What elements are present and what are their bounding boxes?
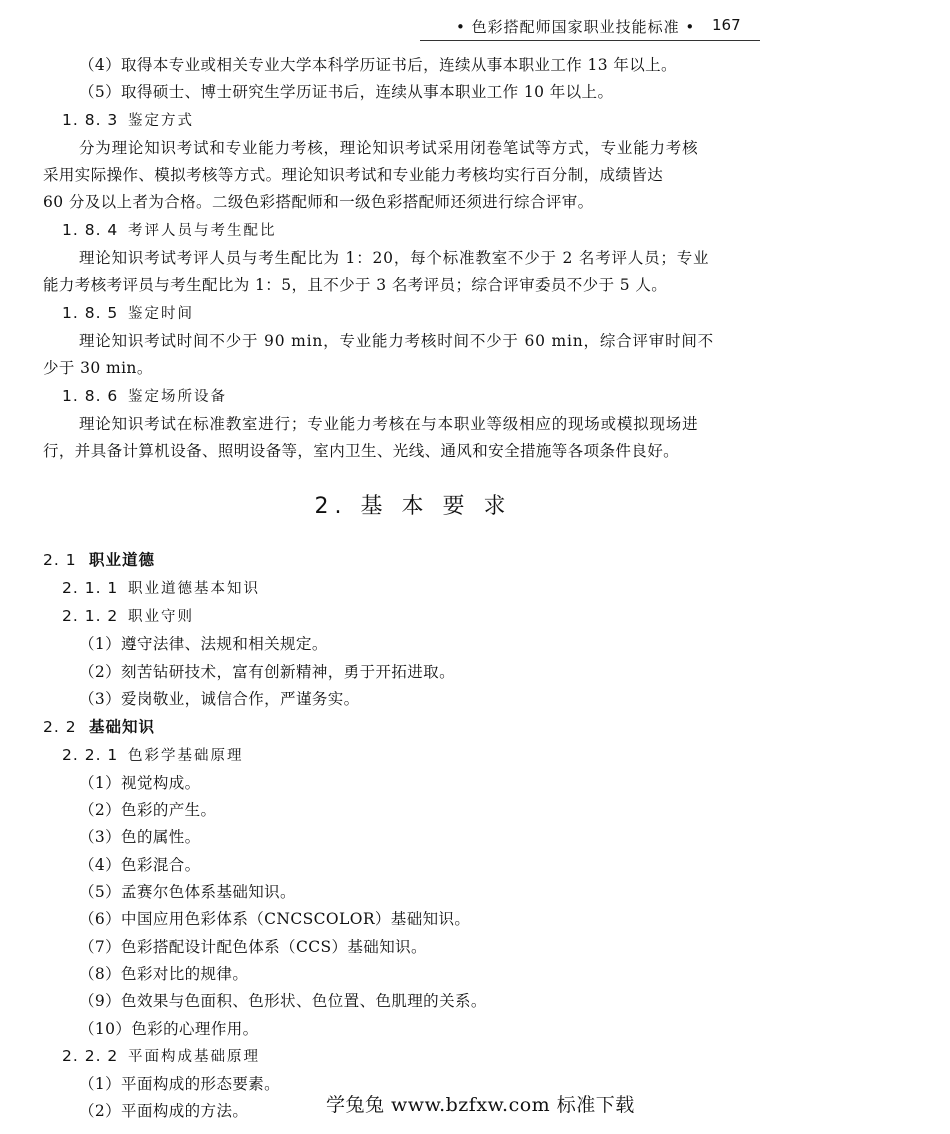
page-body <box>43 52 783 1126</box>
heading-number: 1. 8. 4 <box>62 220 119 239</box>
section-heading-2-2 <box>43 713 783 741</box>
page-number: 167 <box>712 16 741 34</box>
list-item: （6）中国应用色彩体系（CNCSCOLOR）基础知识。 <box>79 910 471 929</box>
list-item: （2）刻苦钻研技术，富有创新精神，勇于开拓进取。 <box>79 662 455 681</box>
heading-number: 2. 1. 2 <box>62 607 119 626</box>
heading-title: 色彩学基础原理 <box>128 747 244 764</box>
list-item: （4）取得本专业或相关专业大学本科学历证书后，连续从事本职业工作 13 年以上。 <box>79 56 677 74</box>
subsection-heading-2-1-2 <box>43 603 783 631</box>
running-header <box>420 12 760 41</box>
paragraph-line: 行，并具备计算机设备、照明设备等，室内卫生、光线、通风和安全措施等各项条件良好。 <box>43 442 680 461</box>
heading-title: 职业守则 <box>128 609 194 626</box>
list-item: （1）平面构成的形态要素。 <box>79 1075 281 1094</box>
list-item: （3）色的属性。 <box>79 828 201 847</box>
heading-number: 2. 1 <box>43 551 77 570</box>
paragraph-line: 少于 30 min。 <box>43 359 153 378</box>
heading-number: 2. 1. 1 <box>62 578 119 597</box>
heading-number: 2. 2. 2 <box>62 1046 119 1065</box>
list-item: （3）爱岗敬业，诚信合作，严谨务实。 <box>79 689 360 708</box>
watermark-footer: 学兔兔 www.bzfxw.com 标准下载 <box>326 1094 635 1116</box>
heading-title: 鉴定场所设备 <box>128 388 227 405</box>
list-item: （4）色彩混合。 <box>79 855 201 874</box>
list-item: （8）色彩对比的规律。 <box>79 964 249 983</box>
heading-title: 职业道德 <box>89 551 156 570</box>
list-item: （2）色彩的产生。 <box>79 801 217 820</box>
paragraph-line: 理论知识考试在标准教室进行；专业能力考核在与本职业等级相应的现场或模拟现场进 <box>79 414 699 433</box>
list-item: （7）色彩搭配设计配色体系（CCS）基础知识。 <box>79 937 427 956</box>
subsection-heading-1-8-6 <box>43 383 783 411</box>
paragraph-line: 采用实际操作、模拟考核等方式。理论知识考试和专业能力考核均实行百分制，成绩皆达 <box>43 166 664 185</box>
paragraph-line: 理论知识考试考评人员与考生配比为 1：20，每个标准教室不少于 2 名考评人员；专业 <box>79 249 710 268</box>
section-heading-2-1 <box>43 546 783 574</box>
heading-title: 鉴定方式 <box>128 112 194 129</box>
chapter-title: 2. 基 本 要 求 <box>314 494 512 520</box>
list-item: （5）取得硕士、博士研究生学历证书后，连续从事本职业工作 10 年以上。 <box>79 83 614 102</box>
list-item: （10）色彩的心理作用。 <box>79 1019 259 1038</box>
subsection-heading-1-8-5 <box>43 300 783 328</box>
heading-number: 1. 8. 6 <box>62 386 119 405</box>
heading-number: 2. 2 <box>43 718 77 737</box>
heading-number: 2. 2. 1 <box>62 745 119 764</box>
list-item: （1）视觉构成。 <box>79 773 201 792</box>
heading-number: 1. 8. 3 <box>62 110 119 129</box>
list-item: （5）孟赛尔色体系基础知识。 <box>79 883 296 902</box>
heading-title: 鉴定时间 <box>128 305 194 322</box>
header-title: • 色彩搭配师国家职业技能标准 • <box>456 18 696 36</box>
paragraph-line: 60 分及以上者为合格。二级色彩搭配师和一级色彩搭配师还须进行综合评审。 <box>43 193 594 212</box>
subsection-heading-1-8-3 <box>43 107 783 135</box>
list-item: （9）色效果与色面积、色形状、色位置、色肌理的关系。 <box>79 992 487 1011</box>
list-item: （2）平面构成的方法。 <box>79 1102 249 1121</box>
subsection-heading-1-8-4 <box>43 217 783 245</box>
heading-number: 1. 8. 5 <box>62 303 119 322</box>
subsection-heading-2-1-1 <box>43 575 783 603</box>
list-item: （1）遵守法律、法规和相关规定。 <box>79 635 328 654</box>
heading-title: 考评人员与考生配比 <box>128 222 277 239</box>
heading-title: 职业道德基本知识 <box>128 580 260 597</box>
subsection-heading-2-2-2 <box>43 1043 783 1071</box>
paragraph-line: 分为理论知识考试和专业能力考核，理论知识考试采用闭卷笔试等方式，专业能力考核 <box>79 138 699 157</box>
subsection-heading-2-2-1 <box>43 742 783 770</box>
heading-title: 基础知识 <box>89 718 156 737</box>
paragraph-line: 理论知识考试时间不少于 90 min，专业能力考核时间不少于 60 min，综合评审时间不 <box>79 331 714 350</box>
paragraph-line: 能力考核考评员与考生配比为 1：5，且不少于 3 名考评员；综合评审委员不少于 5 人。 <box>43 276 668 295</box>
heading-title: 平面构成基础原理 <box>128 1048 260 1065</box>
